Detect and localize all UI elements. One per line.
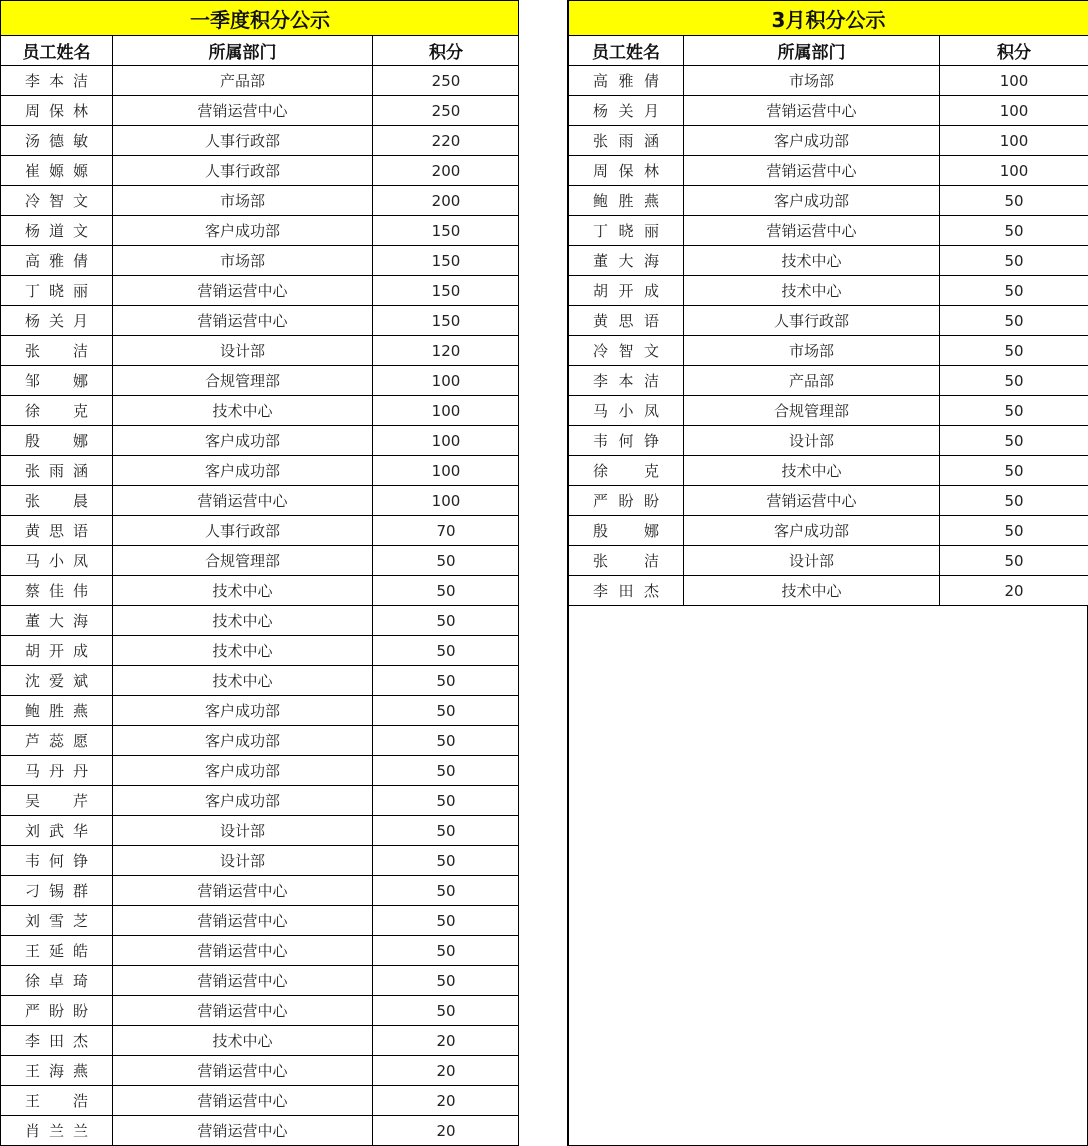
cell-department[interactable]: 人事行政部: [113, 156, 373, 186]
cell-department[interactable]: 营销运营中心: [113, 486, 373, 516]
cell-department[interactable]: 技术中心: [684, 246, 940, 276]
cell-department[interactable]: 技术中心: [113, 636, 373, 666]
cell-employee-name[interactable]: 胡开成: [569, 276, 684, 306]
cell-department[interactable]: 人事行政部: [113, 126, 373, 156]
cell-points[interactable]: 50: [373, 636, 520, 666]
cell-points[interactable]: 50: [940, 486, 1088, 516]
cell-employee-name[interactable]: 吴芹: [1, 786, 113, 816]
table-row: [1, 156, 520, 186]
cell-department[interactable]: 技术中心: [684, 576, 940, 606]
table-row: [1, 666, 520, 696]
cell-points[interactable]: 50: [940, 426, 1088, 456]
cell-department[interactable]: 市场部: [113, 246, 373, 276]
table-row: [569, 126, 1088, 156]
table-row: [1, 816, 520, 846]
cell-points[interactable]: 50: [940, 306, 1088, 336]
cell-points[interactable]: 20: [373, 1086, 520, 1116]
cell-points[interactable]: 20: [373, 1026, 520, 1056]
table-row: [1, 336, 520, 366]
cell-department[interactable]: 客户成功部: [113, 426, 373, 456]
cell-points[interactable]: 100: [373, 426, 520, 456]
q1-points-table: [0, 0, 519, 1146]
col-header-dept[interactable]: 所属部门: [684, 36, 940, 66]
cell-department[interactable]: 市场部: [684, 66, 940, 96]
cell-points[interactable]: 50: [940, 216, 1088, 246]
cell-points[interactable]: 50: [373, 966, 520, 996]
cell-points[interactable]: 100: [373, 366, 520, 396]
cell-points[interactable]: 250: [373, 66, 520, 96]
cell-points[interactable]: 50: [373, 666, 520, 696]
table-row: [1, 846, 520, 876]
cell-points[interactable]: 50: [373, 606, 520, 636]
cell-employee-name[interactable]: 冷智文: [1, 186, 113, 216]
cell-points[interactable]: 220: [373, 126, 520, 156]
cell-points[interactable]: 50: [373, 816, 520, 846]
cell-points[interactable]: 50: [373, 726, 520, 756]
empty-merged-cell-area[interactable]: [568, 605, 1088, 1146]
table-row: [1, 246, 520, 276]
table-row: [569, 486, 1088, 516]
cell-employee-name[interactable]: 鲍胜燕: [569, 186, 684, 216]
table-row: [1, 876, 520, 906]
table-row: [1, 636, 520, 666]
cell-points[interactable]: 250: [373, 96, 520, 126]
cell-department[interactable]: 营销运营中心: [684, 216, 940, 246]
cell-employee-name[interactable]: 崔嫄嫄: [1, 156, 113, 186]
table-row: [1, 936, 520, 966]
cell-points[interactable]: 120: [373, 336, 520, 366]
table-row: [569, 516, 1088, 546]
cell-department[interactable]: 合规管理部: [113, 366, 373, 396]
cell-employee-name[interactable]: 冷智文: [569, 336, 684, 366]
cell-department[interactable]: 合规管理部: [684, 396, 940, 426]
table-row: [1, 276, 520, 306]
cell-points[interactable]: 50: [373, 546, 520, 576]
cell-points[interactable]: 50: [940, 366, 1088, 396]
table-row: [1, 546, 520, 576]
cell-points[interactable]: 150: [373, 216, 520, 246]
cell-employee-name[interactable]: 董大海: [1, 606, 113, 636]
table-row: [1, 306, 520, 336]
table-row: [569, 276, 1088, 306]
cell-points[interactable]: 50: [373, 696, 520, 726]
cell-employee-name[interactable]: 严盼盼: [1, 996, 113, 1026]
cell-employee-name[interactable]: 徐克: [569, 456, 684, 486]
cell-department[interactable]: 合规管理部: [113, 546, 373, 576]
cell-department[interactable]: 技术中心: [113, 396, 373, 426]
cell-points[interactable]: 50: [373, 876, 520, 906]
cell-employee-name[interactable]: 丁晓丽: [1, 276, 113, 306]
cell-employee-name[interactable]: 高雅倩: [1, 246, 113, 276]
cell-department[interactable]: 人事行政部: [684, 306, 940, 336]
cell-employee-name[interactable]: 芦蕊愿: [1, 726, 113, 756]
cell-department[interactable]: 技术中心: [113, 576, 373, 606]
cell-department[interactable]: 营销运营中心: [113, 936, 373, 966]
cell-employee-name[interactable]: 杨道文: [1, 216, 113, 246]
table-row: [569, 156, 1088, 186]
col-header-name[interactable]: 员工姓名: [1, 36, 113, 66]
table-row: [1, 756, 520, 786]
cell-department[interactable]: 营销运营中心: [113, 966, 373, 996]
cell-points[interactable]: 50: [373, 786, 520, 816]
cell-employee-name[interactable]: 马小凤: [569, 396, 684, 426]
table-row: [1, 906, 520, 936]
cell-employee-name[interactable]: 马小凤: [1, 546, 113, 576]
cell-department[interactable]: 市场部: [113, 186, 373, 216]
table-row: [569, 396, 1088, 426]
cell-points[interactable]: 20: [373, 1056, 520, 1086]
cell-points[interactable]: 150: [373, 276, 520, 306]
cell-points[interactable]: 100: [373, 486, 520, 516]
table-row: [1, 786, 520, 816]
cell-points[interactable]: 50: [940, 186, 1088, 216]
table-row: [1, 996, 520, 1026]
cell-points[interactable]: 70: [373, 516, 520, 546]
cell-points[interactable]: 200: [373, 186, 520, 216]
table-row: [569, 366, 1088, 396]
cell-points[interactable]: 50: [373, 936, 520, 966]
cell-employee-name[interactable]: 李本洁: [1, 66, 113, 96]
cell-department[interactable]: 营销运营中心: [113, 96, 373, 126]
cell-employee-name[interactable]: 高雅倩: [569, 66, 684, 96]
cell-employee-name[interactable]: 邹娜: [1, 366, 113, 396]
march-points-table: [568, 0, 1088, 606]
cell-points[interactable]: 50: [940, 456, 1088, 486]
cell-employee-name[interactable]: 韦何铮: [1, 846, 113, 876]
cell-employee-name[interactable]: 殷娜: [569, 516, 684, 546]
cell-department[interactable]: 营销运营中心: [684, 156, 940, 186]
cell-points[interactable]: 100: [940, 156, 1088, 186]
cell-points[interactable]: 100: [940, 66, 1088, 96]
cell-points[interactable]: 150: [373, 306, 520, 336]
table-row: [1, 696, 520, 726]
table-row: [1, 126, 520, 156]
cell-points[interactable]: 100: [373, 396, 520, 426]
table-row: [1, 966, 520, 996]
cell-department[interactable]: 设计部: [113, 846, 373, 876]
cell-department[interactable]: 设计部: [113, 816, 373, 846]
cell-employee-name[interactable]: 胡开成: [1, 636, 113, 666]
cell-employee-name[interactable]: 李田杰: [1, 1026, 113, 1056]
cell-department[interactable]: 客户成功部: [113, 726, 373, 756]
cell-employee-name[interactable]: 黄思语: [1, 516, 113, 546]
table-row: [1, 606, 520, 636]
cell-employee-name[interactable]: 董大海: [569, 246, 684, 276]
cell-employee-name[interactable]: 张雨涵: [569, 126, 684, 156]
cell-employee-name[interactable]: 张洁: [1, 336, 113, 366]
cell-employee-name[interactable]: 韦何铮: [569, 426, 684, 456]
cell-employee-name[interactable]: 刘武华: [1, 816, 113, 846]
table-row: [569, 546, 1088, 576]
cell-points[interactable]: 200: [373, 156, 520, 186]
cell-employee-name[interactable]: 杨关月: [569, 96, 684, 126]
cell-employee-name[interactable]: 蔡佳伟: [1, 576, 113, 606]
table-row: [569, 426, 1088, 456]
cell-department[interactable]: 营销运营中心: [684, 486, 940, 516]
table-row: [569, 306, 1088, 336]
cell-department[interactable]: 营销运营中心: [113, 1116, 373, 1146]
col-header-points[interactable]: 积分: [373, 36, 520, 66]
cell-department[interactable]: 客户成功部: [113, 786, 373, 816]
cell-department[interactable]: 市场部: [684, 336, 940, 366]
q1-table-title[interactable]: 一季度积分公示: [1, 1, 520, 36]
cell-department[interactable]: 设计部: [113, 336, 373, 366]
cell-points[interactable]: 20: [373, 1116, 520, 1146]
cell-points[interactable]: 50: [940, 276, 1088, 306]
cell-employee-name[interactable]: 周保林: [569, 156, 684, 186]
cell-employee-name[interactable]: 鲍胜燕: [1, 696, 113, 726]
cell-employee-name[interactable]: 汤德敏: [1, 126, 113, 156]
cell-department[interactable]: 营销运营中心: [113, 996, 373, 1026]
cell-points[interactable]: 100: [940, 96, 1088, 126]
cell-department[interactable]: 客户成功部: [113, 756, 373, 786]
cell-employee-name[interactable]: 徐克: [1, 396, 113, 426]
table-row: [1, 516, 520, 546]
cell-department[interactable]: 技术中心: [684, 276, 940, 306]
cell-points[interactable]: 100: [373, 456, 520, 486]
cell-employee-name[interactable]: 李田杰: [569, 576, 684, 606]
table-row: [1, 456, 520, 486]
cell-department[interactable]: 技术中心: [684, 456, 940, 486]
cell-points[interactable]: 50: [940, 516, 1088, 546]
cell-employee-name[interactable]: 肖兰兰: [1, 1116, 113, 1146]
cell-employee-name[interactable]: 严盼盼: [569, 486, 684, 516]
cell-points[interactable]: 50: [373, 996, 520, 1026]
cell-employee-name[interactable]: 李本洁: [569, 366, 684, 396]
table-row: [569, 66, 1088, 96]
col-header-points[interactable]: 积分: [940, 36, 1088, 66]
table-row: [1, 1026, 520, 1056]
cell-department[interactable]: 客户成功部: [684, 186, 940, 216]
cell-employee-name[interactable]: 王浩: [1, 1086, 113, 1116]
cell-department[interactable]: 产品部: [684, 366, 940, 396]
cell-department[interactable]: 客户成功部: [113, 456, 373, 486]
cell-points[interactable]: 50: [940, 396, 1088, 426]
col-header-dept[interactable]: 所属部门: [113, 36, 373, 66]
cell-department[interactable]: 技术中心: [113, 666, 373, 696]
march-table-title[interactable]: 3月积分公示: [569, 1, 1088, 36]
cell-employee-name[interactable]: 周保林: [1, 96, 113, 126]
cell-employee-name[interactable]: 沈爱斌: [1, 666, 113, 696]
cell-employee-name[interactable]: 马丹丹: [1, 756, 113, 786]
cell-department[interactable]: 营销运营中心: [113, 876, 373, 906]
cell-points[interactable]: 100: [940, 126, 1088, 156]
cell-department[interactable]: 技术中心: [113, 1026, 373, 1056]
cell-employee-name[interactable]: 杨关月: [1, 306, 113, 336]
cell-points[interactable]: 20: [940, 576, 1088, 606]
table-row: [1, 426, 520, 456]
cell-department[interactable]: 营销运营中心: [113, 306, 373, 336]
cell-points[interactable]: 50: [373, 846, 520, 876]
cell-points[interactable]: 50: [940, 336, 1088, 366]
cell-department[interactable]: 客户成功部: [113, 216, 373, 246]
cell-department[interactable]: 人事行政部: [113, 516, 373, 546]
table-row: [1, 396, 520, 426]
cell-employee-name[interactable]: 黄思语: [569, 306, 684, 336]
table-row: [1, 1116, 520, 1146]
cell-department[interactable]: 营销运营中心: [113, 1086, 373, 1116]
cell-employee-name[interactable]: 殷娜: [1, 426, 113, 456]
cell-employee-name[interactable]: 张洁: [569, 546, 684, 576]
table-row: [1, 66, 520, 96]
table-row: [569, 576, 1088, 606]
cell-points[interactable]: 150: [373, 246, 520, 276]
table-row: [569, 336, 1088, 366]
table-row: [1, 216, 520, 246]
cell-department[interactable]: 设计部: [684, 546, 940, 576]
cell-points[interactable]: 50: [373, 906, 520, 936]
table-row: [1, 366, 520, 396]
cell-points[interactable]: 50: [373, 756, 520, 786]
cell-employee-name[interactable]: 王海燕: [1, 1056, 113, 1086]
cell-employee-name[interactable]: 刁锡群: [1, 876, 113, 906]
table-row: [1, 576, 520, 606]
table-row: [1, 186, 520, 216]
cell-employee-name[interactable]: 刘雪芝: [1, 906, 113, 936]
cell-employee-name[interactable]: 张晨: [1, 486, 113, 516]
cell-department[interactable]: 营销运营中心: [113, 276, 373, 306]
cell-employee-name[interactable]: 徐卓琦: [1, 966, 113, 996]
table-row: [1, 486, 520, 516]
cell-department[interactable]: 营销运营中心: [113, 906, 373, 936]
cell-points[interactable]: 50: [940, 246, 1088, 276]
cell-department[interactable]: 客户成功部: [684, 516, 940, 546]
cell-department[interactable]: 客户成功部: [684, 126, 940, 156]
cell-points[interactable]: 50: [373, 576, 520, 606]
cell-department[interactable]: 营销运营中心: [113, 1056, 373, 1086]
table-row: [569, 216, 1088, 246]
col-header-name[interactable]: 员工姓名: [569, 36, 684, 66]
spacer-column[interactable]: [518, 0, 568, 1146]
table-row: [569, 456, 1088, 486]
cell-department[interactable]: 技术中心: [113, 606, 373, 636]
cell-employee-name[interactable]: 张雨涵: [1, 456, 113, 486]
cell-employee-name[interactable]: 丁晓丽: [569, 216, 684, 246]
table-row: [569, 246, 1088, 276]
table-row: [1, 1086, 520, 1116]
cell-department[interactable]: 客户成功部: [113, 696, 373, 726]
cell-points[interactable]: 50: [940, 546, 1088, 576]
table-row: [1, 726, 520, 756]
cell-department[interactable]: 营销运营中心: [684, 96, 940, 126]
table-row: [1, 96, 520, 126]
cell-department[interactable]: 设计部: [684, 426, 940, 456]
table-row: [569, 96, 1088, 126]
table-row: [569, 186, 1088, 216]
cell-employee-name[interactable]: 王延皓: [1, 936, 113, 966]
table-row: [1, 1056, 520, 1086]
cell-department[interactable]: 产品部: [113, 66, 373, 96]
